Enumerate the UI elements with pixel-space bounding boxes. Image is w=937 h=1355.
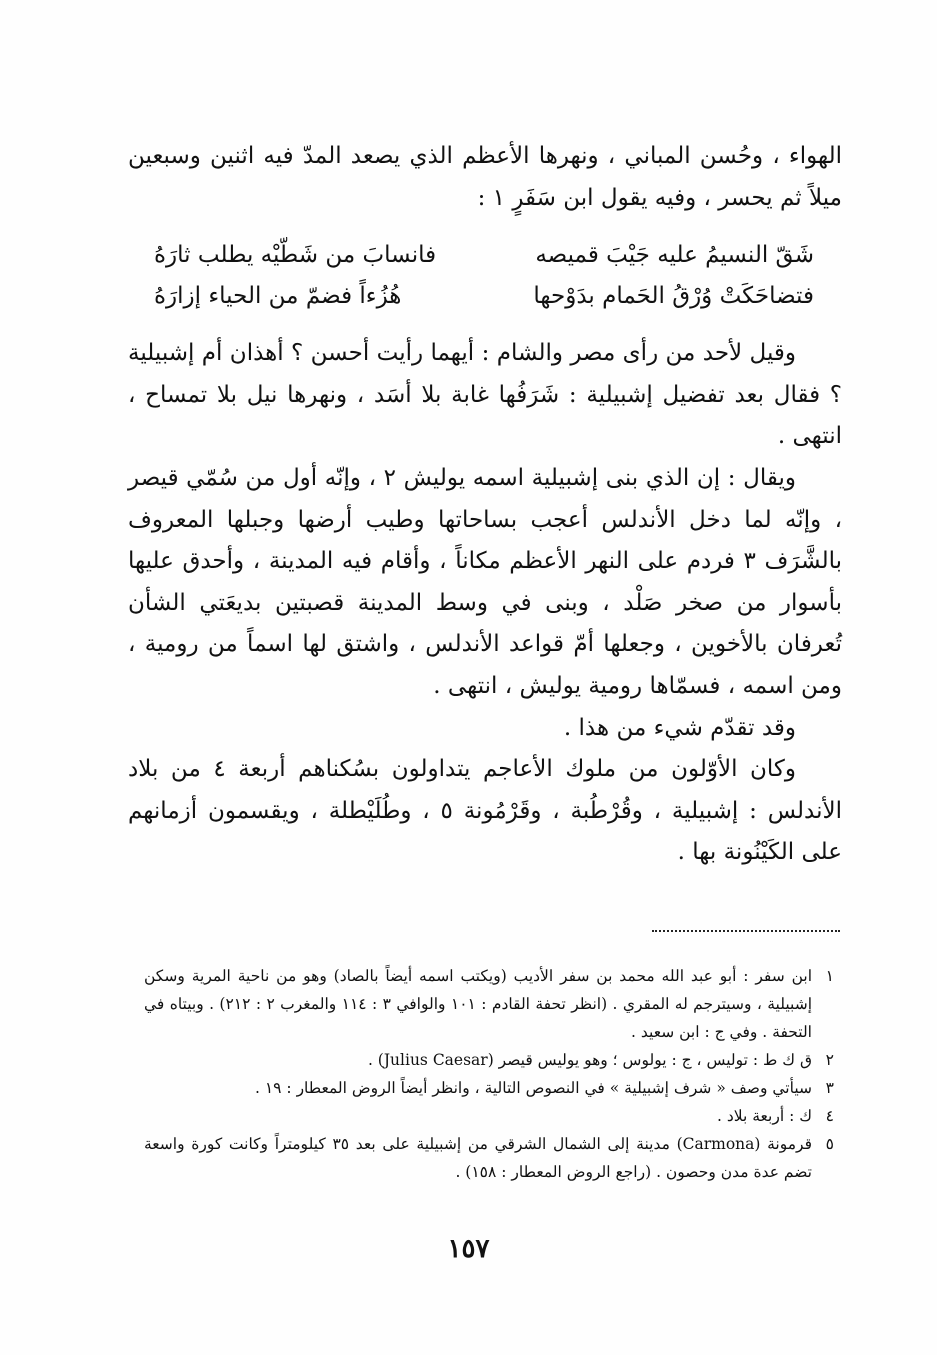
footnote-number: ٥ <box>825 1135 834 1153</box>
paragraph-1: الهواء ، وحُسن المباني ، ونهرها الأعظم الذي يصعد المدّ فيه اثنين وسبعين ميلاً ثم يحسر ، وفيه يقول ابن سَفَرٍ ١ : <box>128 143 842 211</box>
footnote-text: ق ك ط : توليس ، ج : يولوس ؛ وهو يوليس قيصر (Julius Caesar) . <box>367 1051 812 1069</box>
footnote-1 <box>144 962 834 1046</box>
verse-2-second-hemistich: هُزُءاً فضمّ من الحياء إزارَهُ <box>154 283 402 310</box>
footnote-3 <box>144 1074 834 1102</box>
footnote-text: ابن سفر : أبو عبد الله محمد بن سفر الأديب (ويكتب اسمه أيضاً بالصاد) وهو من ناحية المرية وسكن إشبيلية ، وسيترجم له المقري . (انظر تحفة القادم : ١٠١ والوافي ٣ : ١١٤ والمغرب ٢ : ٢١٢) . وبيتاه في التحفة . وفي ج : ابن سعيد . <box>144 967 812 1041</box>
verse-line-1 <box>154 235 814 276</box>
footnote-number: ١ <box>825 967 834 985</box>
footnotes <box>144 962 834 1186</box>
verse-2-first-hemistich: فتضاحَكَتْ وُرْقُ الحَمام بدَوْحها <box>533 283 814 310</box>
footnote-text: قرمونة (Carmona) مدينة إلى الشمال الشرقي من إشبيلية على بعد ٣٥ كيلومتراً وكانت كورة واسعة تضم عدة مدن وحصون . (راجع الروض المعطار : ١٥٨) . <box>144 1135 813 1181</box>
paragraph-4: وقد تقدّم شيء من هذا . <box>563 714 796 741</box>
poem-verse <box>154 235 814 317</box>
paragraph-5: وكان الأوّلون من ملوك الأعاجم يتداولون بسُكناهم أربعة ٤ من بلاد الأندلس : إشبيلية ، وقُرْطُبة ، وقَرْمُونة ٥ ، وطُلَيْطلة ، ويقسمون أزمانهم على الكَيْنُونة بها . <box>128 756 843 866</box>
page-number: ١٥٧ <box>447 1234 490 1264</box>
footnote-text: ك : أربعة بلاد . <box>717 1107 812 1125</box>
paragraph-2: وقيل لأحد من رأى مصر والشام : أيهما رأيت أحسن ؟ أهذان أم إشبيلية ؟ فقال بعد تفضيل إشبيلية : شَرَفُها غابة بلا أسَد ، ونهرها نيل بلا تمساح ، انتهى . <box>128 340 842 450</box>
verse-line-2 <box>154 276 814 317</box>
footnote-number: ٤ <box>825 1107 834 1125</box>
paragraph-3: ويقال : إن الذي بنى إشبيلية اسمه يوليش ٢ ، وإنّه أول من سُمّي قيصر ، وإنّه لما دخل الأندلس أعجب بساحاتها وطيب أرضها وجبلها المعروف بالشَّرَف ٣ فردم على النهر الأعظم مكاناً ، وأقام فيه المدينة ، وأحدق عليها بأسوار من صخر صَلْد ، وبنى في وسط المدينة قصبتين بديعَتي الشأن تُعرفان بالأخوين ، وجعلها أمّ قواعد الأندلس ، واشتق لها اسماً من رومية ، ومن اسمه ، فسمّاها رومية يوليش ، انتهى . <box>128 464 843 699</box>
verse-1-first-hemistich: شَقّ النسيمُ عليه جَيْبَ قميصه <box>535 242 814 269</box>
footnote-2 <box>144 1046 834 1074</box>
main-text <box>128 136 842 874</box>
footnote-4 <box>144 1102 834 1130</box>
footnote-number: ٢ <box>825 1051 834 1069</box>
footnote-number: ٣ <box>825 1079 834 1097</box>
footnote-separator <box>652 930 840 932</box>
footnote-5 <box>144 1130 834 1186</box>
footnote-text: سيأتي وصف « شرف إشبيلية » في النصوص التالية ، وانظر أيضاً الروض المعطار : ١٩ . <box>254 1079 812 1097</box>
verse-1-second-hemistich: فانسابَ من شَطّيْه يطلب ثارَهُ <box>154 242 437 269</box>
